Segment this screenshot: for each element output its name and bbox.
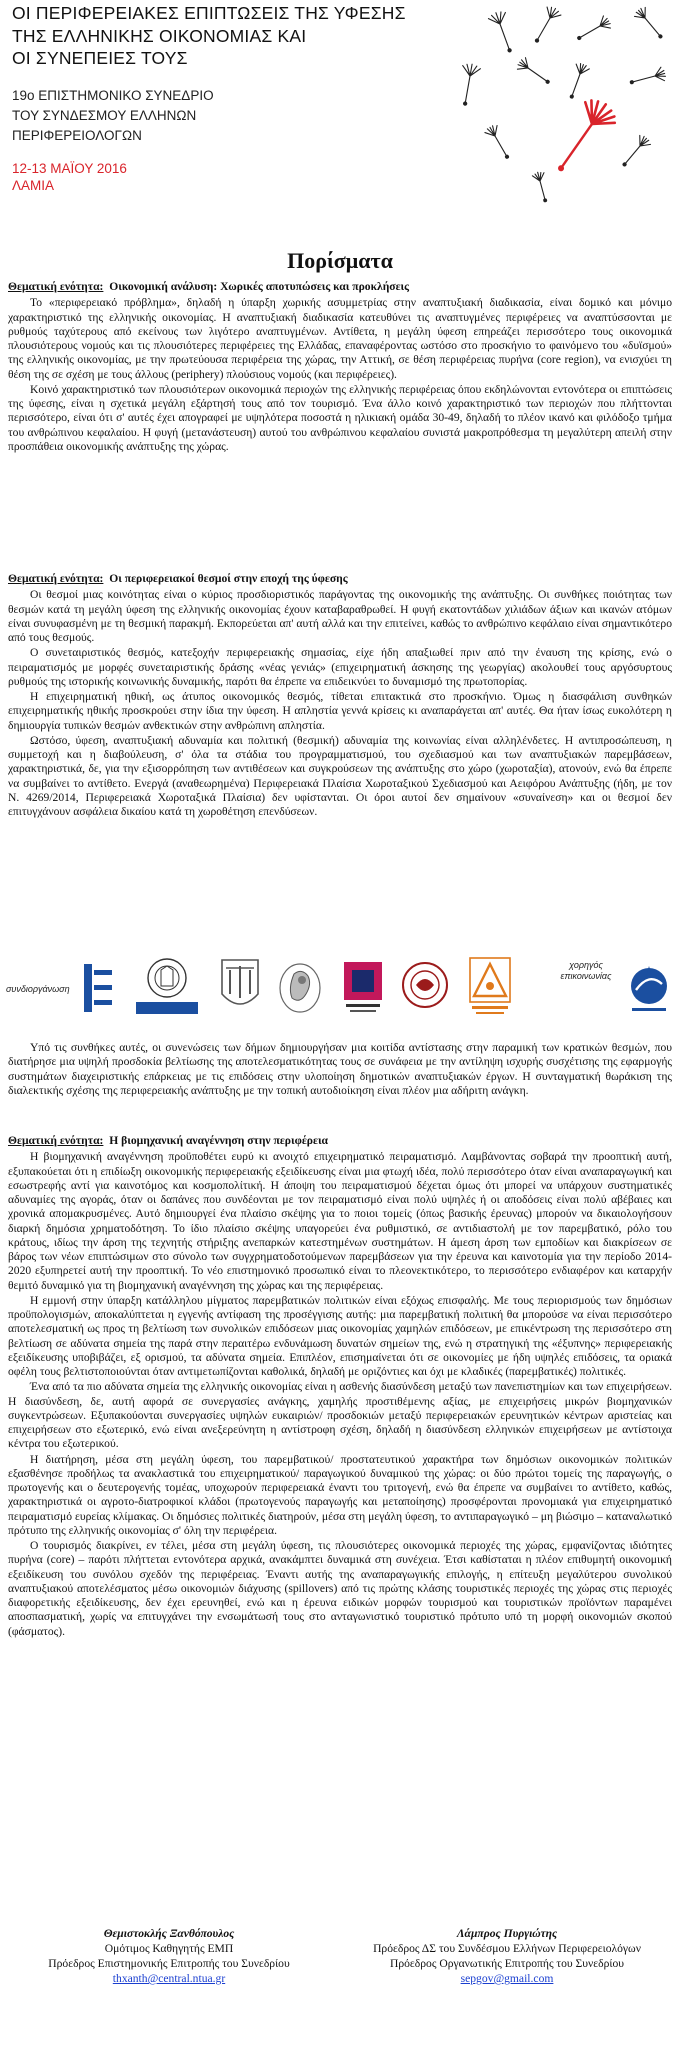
section-industrial-renaissance: [8, 1134, 672, 1640]
conference-title: [12, 2, 472, 70]
section-heading-label: Θεματική ενότητα:: [8, 572, 104, 585]
conference-subtitle-line: ΠΕΡΙΦΕΡΕΙΟΛΟΓΩΝ: [12, 127, 142, 143]
paragraph: Οι θεσμοί μιας κοινότητας είναι ο κύριος προσδιοριστικός παράγοντας της οικονομικής της ανάπτυξης. Οι συνθήκες ποιότητας των θεσμών κατά τη μεγάλη ύφεση της ελληνικής οικονομίας έχουν καταβαραθρωθεί. Η φυγή εκατοντάδων χιλιάδων άξιων και ικανών ατόμων είναι συνυφασμένη με τη θεσμική παρακμή. Εκπορεύεται απ' αυτή αλλά και την επιτείνει, καθώς το ανθρώπινο κεφάλαιο είναι σημαντικότερο από τους θεσμούς.: [8, 588, 672, 644]
orange-triangle-logo-icon: [468, 956, 512, 1018]
athena-logo-icon: [276, 960, 326, 1016]
sep-logo-icon: [80, 960, 114, 1016]
dandelion-seeds-illustration: [440, 6, 676, 206]
pink-brand-logo-icon: [342, 960, 384, 1018]
signatory-email-link[interactable]: sepgov@gmail.com: [460, 1972, 554, 1985]
conference-subtitle-line: 19ο ΕΠΙΣΤΗΜΟΝΙΚΟ ΣΥΝΕΔΡΙΟ: [12, 87, 214, 103]
paragraph: Ο τουρισμός διακρίνει, εν τέλει, μέσα στη μεγάλη ύφεση, τις πλουσιότερες οικονομικά περιοχές της χώρας, εμφανίζοντας ιδιότητες πυρήνα (core) – παρότι πλήττεται εντονότερα αρχικά, ανακάμπτει δυναμικά στη συνέχεια. Έτσι καθίσταται η πλέον επιθυμητή οικονομική εξειδίκευση του συνόλου σχεδόν της περιφέρειας. Έναντι αυτής της αναπαραγωγικής επιλογής, η επίτευξη μεγαλύτερου συνολικού αναπτυξιακού αποτελέσματος μέσω οικονομιών διάχυσης (spillovers) από τις πρώτης κλάσης τουριστικές περιοχές της χώρας στις περιοχές διαφορετικής εξειδίκευσης, δεν έχει ερευνηθεί, ενώ και η έρευνα ειδικών μορφών τουρισμού και τουριστικών προϊόντων παραμένει αποσπασματική, χωρίς να επιτυγχάνει την ενσωμάτωσή τους στο ανταγωνιστικό τουριστικό πρότυπο υπό τη μορφή οικονομιών σκοπού (φάσματος).: [8, 1539, 672, 1638]
signatory-left: [4, 1926, 334, 1986]
section-heading-label: Θεματική ενότητα:: [8, 280, 104, 293]
institution-shield-icon: [218, 956, 262, 1018]
conference-title-line: ΟΙ ΣΥΝΕΠΕΙΕΣ ΤΟΥΣ: [12, 48, 188, 68]
document-title: Πορίσματα: [287, 248, 393, 273]
conference-title-line: ΟΙ ΠΕΡΙΦΕΡΕΙΑΚΕΣ ΕΠΙΠΤΩΣΕΙΣ ΤΗΣ ΥΦΕΣΗΣ: [12, 3, 406, 23]
paragraph: Η εμμονή στην ύπαρξη κατάλληλου μίγματος παρεμβατικών πολιτικών είναι εξόχως επισφαλής. Με τους περιορισμούς των δημόσιων προϋπολογισμών, αποκαλύπτεται η εγγενής αντίφαση της προσέγγισης αυτής: μια παρεμβατική πολιτική θα μπορούσε να είναι περισσότερο αποτελεσματική ως προς τη βελτίωση των συνολικών επιδόσεων μιας οικονομίας χαμηλών επιδόσεων, με επικέντρωση της περισσότερο στη βελτίωση σε αδύνατα σημεία της παρά στην περαιτέρω ενδυνάμωση δυνατών σημείων της, ενώ η στρατηγική της «έξυπνης» περιφερειακής εξειδίκευσης υποβιβάζει, εξ ορισμού, τα αδύνατα σημεία. Επιπλέον, επισημαίνεται ότι σε οικονομίες με ήδη υψηλές επιδόσεις, τα οριακά οφέλη τους βελτιστοποιούνται όταν αντιμετωπίζονται καθολικά, δηλαδή με οριζόντιες και όχι με κλαδικές (παρεμβατικές) πολιτικές.: [8, 1293, 672, 1378]
conference-location: ΛΑΜΙΑ: [12, 177, 55, 193]
section-regional-institutions: [8, 572, 672, 820]
section-heading-title: Οι περιφερειακοί θεσμοί στην εποχή της ύφεσης: [109, 572, 348, 585]
sponsor-logos: [6, 946, 674, 1026]
paragraph: Ο συνεταιριστικός θεσμός, κατεξοχήν περιφερειακής σημασίας, είχε ήδη απαξιωθεί πριν από την έναυση της κρίσης, ενώ ο πειραματισμός με μορφές συνεταιριστικής δράσης «νέας γενιάς» (επιχειρηματική άσκησης της γεωργίας) ακολουθεί τους αργόσυρτους ρυθμούς της ιστορικής κοινωνικής δυναμικής, παρότι θα έπρεπε να επιδεικνύει το δυναμισμό της πρωτοπορίας.: [8, 646, 672, 688]
university-logo-icon: [134, 954, 200, 1018]
paragraph: Ωστόσο, ύφεση, αναπτυξιακή αδυναμία και πολιτική (θεσμική) αδυναμία της κοινωνίας είναι αλληλένδετες. Η αντιπροσώπευση, η συμμετοχή και η διαβούλευση, σ' όλα τα στάδια του προγραμματισμού, του σχεδιασμού και των αναπτυξιακών παρεμβάσεων, χαρακτηριστικά, δε, για την εξισορρόπηση των αντιθέσεων και συγκρούσεων της ανάπτυξης στο χώρο (χωροταξία), ατονούν, ενώ θα έπρεπε να συμβαίνει το αντίθετο. Ενεργά (αναθεωρημένα) Περιφερειακά Πλαίσια Χωροταξικού Σχεδιασμού και Αειφόρου Ανάπτυξης (ήδη, με τον Ν. 4269/2014, Περιφερειακά Χωροταξικά Πλαίσια) δεν υφίστανται. Οι όροι αυτοί δεν σημαίνουν «συναίνεση» και οι θεσμοί δεν επιτυγχάνουν ασφάλεια δικαίου κατά τη χωροθέτηση επενδύσεων.: [8, 733, 672, 818]
section-heading: [8, 572, 672, 586]
conference-title-line: ΤΗΣ ΕΛΛΗΝΙΚΗΣ ΟΙΚΟΝΟΜΙΑΣ ΚΑΙ: [12, 25, 307, 46]
paragraph: Ένα από τα πιο αδύνατα σημεία της ελληνικής οικονομίας είναι η ασθενής διασύνδεση μεταξύ των πανεπιστημίων και των επιχειρήσεων. Η διασύνδεση, δε, αυτή αφορά σε συνεργασίες ανάγκης, χαμηλής προστιθέμενης αξίας, με επιχειρήσεις μικρών βιομηχανικών συγκεντρώσεων. Εξυπακούονται συνεργασίες υψηλών ευκαιριών/ προσδοκιών μεταξύ περιφερειακών ερευνητικών κέντρων αριστείας και επιχειρήσεων στο εξωτερικό, ενώ είναι ανεξερεύνητη η αντίστροφη σχέση, δηλαδή η διασύνδεση ελληνικών επιχειρήσεων με αντίστοιχα κέντρα του εξωτερικού.: [8, 1380, 672, 1451]
section-heading: [8, 280, 672, 294]
section-economic-analysis: [8, 280, 672, 455]
signatory-email-link[interactable]: thxanth@central.ntua.gr: [112, 1972, 226, 1985]
paragraph: Υπό τις συνθήκες αυτές, οι συνενώσεις των δήμων δημιουργήσαν μια κοιτίδα αντίστασης στην παραμική των κρατικών θεσμών, που διατήρησε μια υψηλή προσδοκία βελτίωσης της αποτελεσματικότητας τους σε συνάφεια με την αντίληψη ισχυρής συσχέτισης της εφαρμογής συστημάτων διαχειριστικής επάρκειας με τις επιδόσεις στην υλοποίηση δημοτικών αναπτυξιακών έργων. Η συνταγματική θωράκιση της διαλεκτικής σχέσης της περιφερειακής ανάπτυξης με την τοπική αυτοδιοίκηση είναι πλέον μια αδήριτη ανάγκη.: [8, 1041, 672, 1097]
signatory-name: Θεμιστοκλής Ξανθόπουλος: [103, 1927, 235, 1940]
media-sponsor-logo-icon: [626, 962, 672, 1018]
conference-subtitle-line: ΤΟΥ ΣΥΝΔΕΣΜΟΥ ΕΛΛΗΝΩΝ: [12, 107, 197, 123]
conference-header: [12, 2, 472, 194]
conference-date: 12-13 ΜΑΪΟΥ 2016: [12, 160, 127, 176]
paragraph: Η βιομηχανική αναγέννηση προϋποθέτει ευρύ κι ανοιχτό επιχειρηματικό πειραματισμό. Λαμβάνοντας σοβαρά την προοπτική αυτή, εξυπακούεται ότι η επιδίωξη οικονομικής περιφερειακής εξειδίκευσης είναι μια φτωχή ιδέα, πολύ περισσότερο όταν είναι αναπαραγωγική και εσωστρεφής αντί για καινοτόμος και κοσμοπολίτική. Η άποψη του πειραματισμού δέχεται όμως ότι μπορεί να υπάρχουν συστηματικές αδυναμίες της αγοράς, όταν οι δαπάνες που συνδέονται με τον πειραματισμό είναι πολύ υψηλές ή οι αποδόσεις είναι πολύ αβέβαιες και χρονικά απομακρυσμένες. Αυτό δημιουργεί ένα πλαίσιο σκέψης για το ποιοι τομείς (όπως βασικής έρευνας) μπορούν να δικαιολογήσουν διαρκή δημόσια χρηματοδότηση. Το ίδιο πλαίσιο σκέψης υπαγορεύει ένα ρυθμιστικό, σε αντιδιαστολή με τον παρεμβατικό, ρόλο του κράτους, ιδίως την άρση της τεχνητής στήριξης ανεπαρκών κατεστημένων συστημάτων. Η άμεση άρση των εμποδίων και διακρίσεων σε βάρος των νέων επιπτώσιμων στο σύνολο των συγχρηματοδοτούμενων παρεμβάσεων για την έρευνα και καινοτομία για την περίοδο 2014-2020 εξυπηρετεί αυτή την προοπτική. Το νέο επιστημονικό προσωπικό είναι το πλεονεκτικότερο, το περισσότερο ενδιαφέρον και καταρχήν θεμιτό δυναμικό για τη βιομηχανική αναγέννηση της χώρας και της περιφέρειας.: [8, 1150, 672, 1292]
paragraph: Κοινό χαρακτηριστικό των πλουσιότερων οικονομικά περιοχών της ελληνικής περιφέρειας όπου εκδηλώνονται εντονότερα οι επιπτώσεις της ύφεσης, είναι η σχετικά μεγάλη εξάρτησή τους από τον τουρισμό. Ένα άλλο κοινό χαρακτηριστικό των περιοχών που πλήττονται περισσότερο, είναι ότι σ' αυτές έχει απογραφεί με υψηλότερα ποσοστά η ηλικιακή ομάδα 30-49, δηλαδή το πλέον ικανό και φιλόδοξο τμήμα του ανθρώπινου κεφαλαίου. Η φυγή (μετανάστευση) αυτού του ανθρώπινου κεφαλαίου συνιστά μακροπρόθεσμα τη μεγαλύτερη απειλή στην προσπάθεια οικονομικής ανάπτυξης της χώρας.: [8, 382, 672, 453]
paragraph: Η επιχειρηματική ηθική, ως άτυπος οικονομικός θεσμός, τίθεται επιτακτικά στο προσκήνιο. Όμως η διασφάλιση συνθηκών επιχειρηματικής ηθικής προσκρούει στην ίδια την ύφεση. Η απληστία γεννά κρίσεις κι αναπαράγεται απ' αυτές. Θα ήταν ίσως ευκολότερη η δημιουργία τυπικών θεσμών ανθεκτικών στην ανθρώπινη απληστία.: [8, 690, 672, 732]
chamber-seal-icon: [400, 958, 450, 1016]
signatory-right: [342, 1926, 672, 1986]
conference-date-location: [12, 160, 472, 194]
paragraph: Το «περιφερειακό πρόβλημα», δηλαδή η ύπαρξη χωρικής ασυμμετρίας στην αναπτυξιακή διαδικασία, είναι δομικό και μόνιμο χαρακτηριστικό της ελληνικής οικονομίας. Η αναπτυξιακή διαδικασία κατευθύνει τις αναπτυγμένες περιφέρειες να αναπτύσσονται με ρυθμούς ταχύτερους από εκείνους των λιγότερο αναπτυγμένων. Αντίθετα, η μεγάλη ύφεση επηρεάζει περισσότερο τους οικονομικά πλουσιότερους νομούς και τις πλουσιότερες περιφέρειες της Ελλάδας, επαναφέροντας ωστόσο στο προσκήνιο το φαινόμενο του «δυϊσμού» της ελληνικής οικονομίας, με την πρωτεύουσα περιφέρεια της χώρας, την Αττική, σε θέση περιφέρειας πυρήνα (core region), να ενισχύει τη θέση της σε σχέση με τους άλλους (periphery) πλούσιους νομούς (και περιφέρειες).: [8, 296, 672, 381]
section-heading-title: Η βιομηχανική αναγέννηση στην περιφέρεια: [109, 1134, 329, 1147]
signatory-role: Πρόεδρος ΔΣ του Συνδέσμου Ελλήνων Περιφερειολόγων: [373, 1942, 641, 1955]
section-heading-title: Οικονομική ανάλυση: Χωρικές αποτυπώσεις και προκλήσεις: [109, 280, 410, 293]
signatory-role: Ομότιμος Καθηγητής ΕΜΠ: [104, 1942, 234, 1955]
section-heading: [8, 1134, 672, 1148]
conference-subtitle: [12, 86, 472, 146]
co-organization-label: συνδιοργάνωση: [6, 984, 70, 994]
section-heading-label: Θεματική ενότητα:: [8, 1134, 104, 1147]
communication-sponsor-label: χορηγός επικοινωνίας: [560, 960, 612, 981]
signatory-name: Λάμπρος Πυργιώτης: [456, 1927, 558, 1940]
signatory-role: Πρόεδρος Επιστημονικής Επιτροπής του Συνεδρίου: [48, 1957, 290, 1970]
signatory-role: Πρόεδρος Οργανωτικής Επιτροπής του Συνεδρίου: [389, 1957, 625, 1970]
section-regional-institutions-continued: [8, 1041, 672, 1099]
paragraph: Η διατήρηση, μέσα στη μεγάλη ύφεση, του παρεμβατικού/ προστατευτικού χαρακτήρα των δημόσιων οικονομικών πολιτικών εξασθένησε προδήλως τα ανακλαστικά του επιχειρηματικού/ παραγωγικού δυναμικού της χώρας: οι δύο πρώτοι τομείς της παραγωγής, ο πρωτογενής και ο δευτερογενής τομέας, υποχωρούν περιφερειακά έναντι του τριτογενή, ενώ θα έπρεπε να συμβαίνει το αντίθετο, καθώς, χαρακτηριστικά οι αγροτο-διατροφικοί κλάδοι (πρωτογενούς παραγωγής και μεταποίησης) προσφέρονται προνομιακά για επιχειρηματικό πειραματισμό ευρείας κλίμακας. Οι δημόσιες πολιτικές διατηρούν, μέσα στη μεγάλη ύφεση, το αντιπαραγωγικό – μη βιώσιμο – καταναλωτικό πρότυπο της ελληνικής οικονομίας σ' όλη την περιφέρεια.: [8, 1452, 672, 1537]
